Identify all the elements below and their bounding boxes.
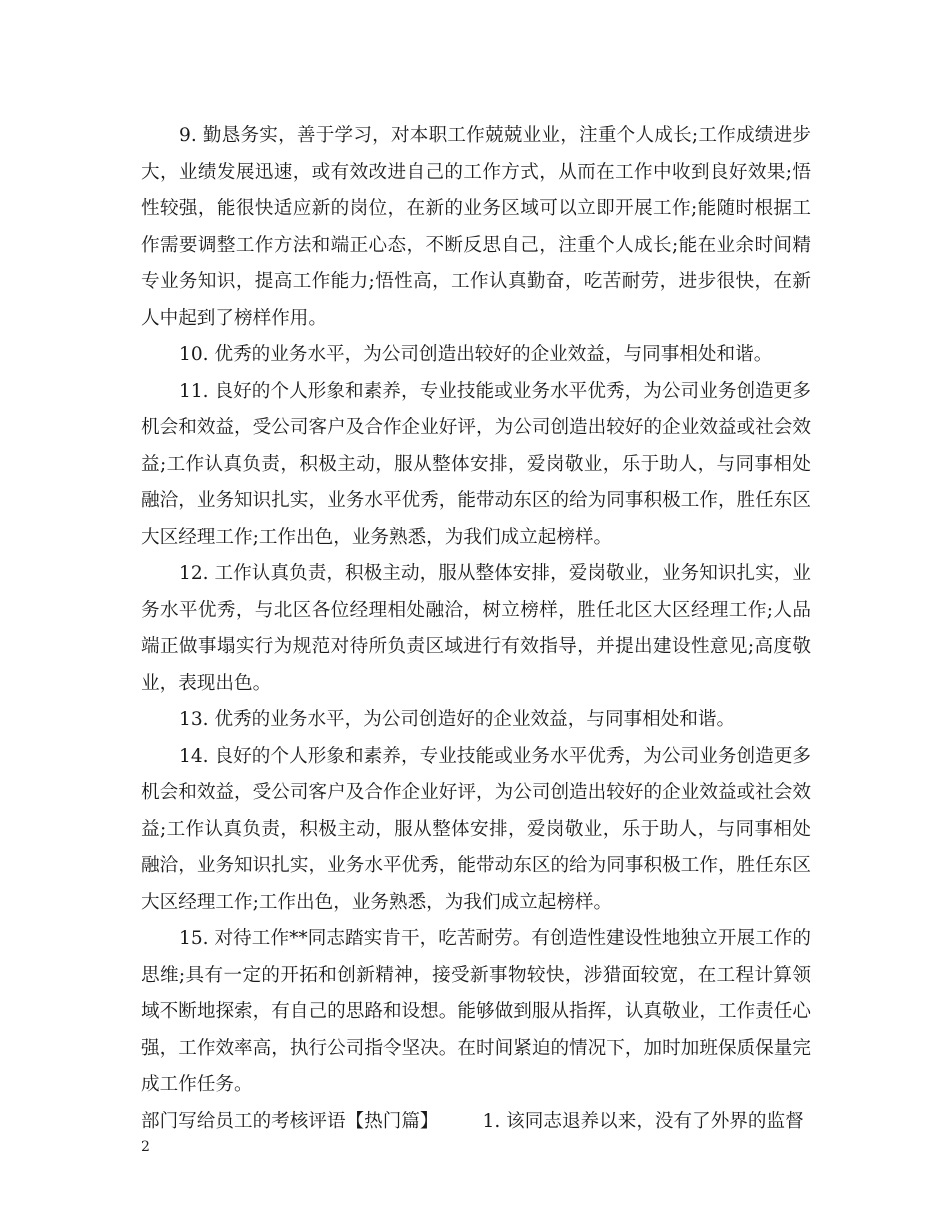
document-body [141,118,811,1140]
paragraph-item-15: 15. 对待工作**同志踏实肯干，吃苦耐劳。有创造性建设性地独立开展工作的思维;具有一定的开拓和创新精神，接受新事物较快，涉猎面较宽，在工程计算领域不断地探索，有自己的思路和设想。能够做到服从指挥，认真敬业，工作责任心强，工作效率高，执行公司指令坚决。在时间紧迫的情况下，加时加班保质保量完成工作任务。 [141,928,811,1095]
paragraph-item-9: 9. 勤恳务实，善于学习，对本职工作兢兢业业，注重个人成长;工作成绩进步大，业绩发展迅速，或有效改进自己的工作方式，从而在工作中收到良好效果;悟性较强，能很快适应新的岗位，在新的业务区域可以立即开展工作;能随时根据工作需要调整工作方法和端正心态，不断反思自己，注重个人成长;能在业余时间精专业务知识，提高工作能力;悟性高，工作认真勤奋，吃苦耐劳，进步很快，在新人中起到了榜样作用。 [141,125,811,329]
section-heading: 部门写给员工的考核评语【热门篇】 [141,1110,439,1132]
paragraph-item-11: 11. 良好的个人形象和素养，专业技能或业务水平优秀，为公司业务创造更多机会和效益，受公司客户及合作企业好评，为公司创造出较好的企业效益或社会效益;工作认真负责，积极主动，服从整体安排，爱岗敬业，乐于助人，与同事相处融洽，业务知识扎实，业务水平优秀，能带动东区的给为同事积极工作，胜任东区大区经理工作;工作出色，业务熟悉，为我们成立起榜样。 [141,380,811,548]
page-number: 2 [141,1139,150,1155]
section-first-item: 1. 该同志退养以来，没有了外界的监督 [482,1110,804,1132]
paragraph-item-12: 12. 工作认真负责，积极主动，服从整体安排，爱岗敬业，业务知识扎实，业务水平优秀，与北区各位经理相处融洽，树立榜样，胜任北区大区经理工作;人品端正做事塌实行为规范对待所负责区域进行有效指导，并提出建设性意见;高度敬业，表现出色。 [141,563,811,694]
section-tail-line [141,1104,811,1141]
paragraph-item-10: 10. 优秀的业务水平，为公司创造出较好的企业效益，与同事相处和谐。 [179,344,773,365]
paragraph-item-13: 13. 优秀的业务水平，为公司创造好的企业效益，与同事相处和谐。 [179,709,736,730]
paragraph-item-14: 14. 良好的个人形象和素养，专业技能或业务水平优秀，为公司业务创造更多机会和效益，受公司客户及合作企业好评，为公司创造出较好的企业效益或社会效益;工作认真负责，积极主动，服从整体安排，爱岗敬业，乐于助人，与同事相处融洽，业务知识扎实，业务水平优秀，能带动东区的给为同事积极工作，胜任东区大区经理工作;工作出色，业务熟悉，为我们成立起榜样。 [141,745,811,913]
